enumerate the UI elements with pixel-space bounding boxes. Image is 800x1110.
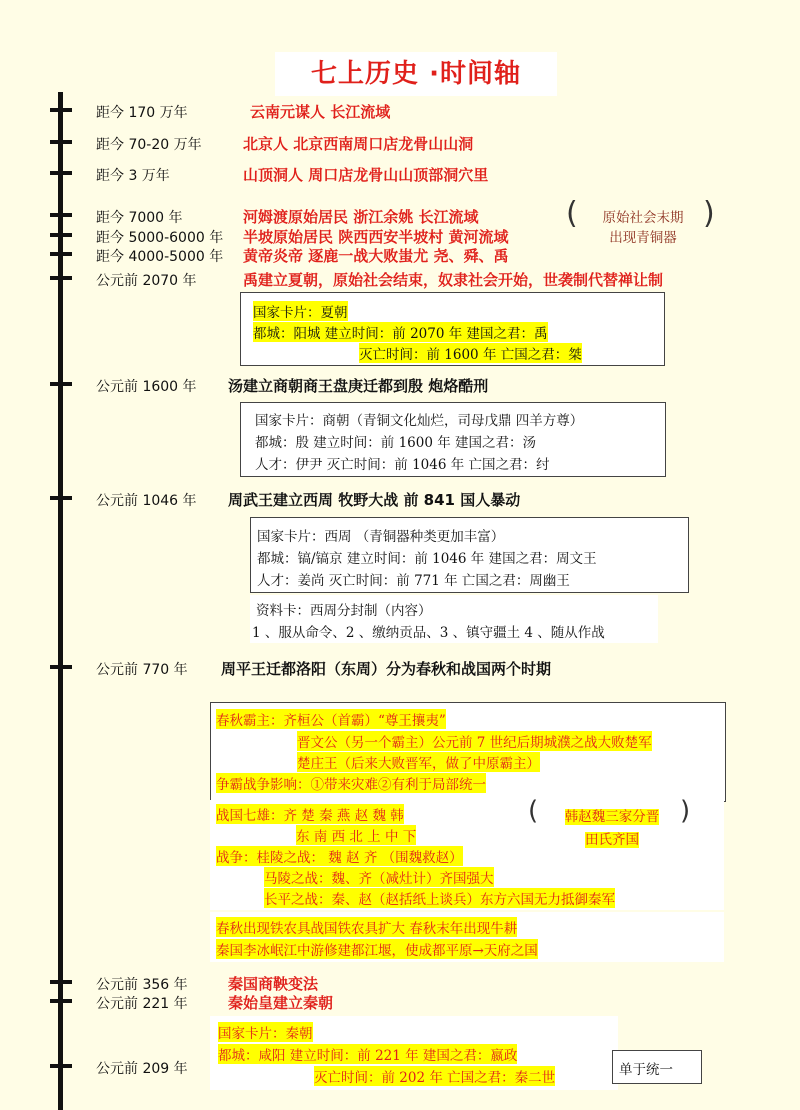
card-line: 春秋出现铁农具战国铁农具扩大 春秋末年出现牛耕 xyxy=(216,917,517,937)
card-line: 1 、服从命令、2 、缴纳贡品、3 、镇守疆土 4 、随从作战 xyxy=(252,625,605,641)
timeline-event: 半坡原始居民 陕西西安半坡村 黄河流域 xyxy=(243,228,509,246)
card-line: 都城：咸阳 建立时间：前 221 年 建国之君：嬴政 xyxy=(218,1044,517,1064)
timeline-date: 距今 5000-6000 年 xyxy=(96,230,224,246)
timeline-date: 公元前 1046 年 xyxy=(96,493,197,509)
card-line: 国家卡片：秦朝 xyxy=(218,1022,313,1042)
timeline-date: 公元前 1600 年 xyxy=(96,379,197,395)
timeline-event: 周武王建立西周 牧野大战 前 841 国人暴动 xyxy=(228,491,521,509)
card-line: 人才：姜尚 灭亡时间：前 771 年 亡国之君：周幽王 xyxy=(257,573,570,589)
timeline-date: 距今 170 万年 xyxy=(96,105,188,121)
bracket-left: ( xyxy=(566,196,578,231)
card-line: 灭亡时间：前 1600 年 亡国之君：桀 xyxy=(359,343,582,363)
timeline-tick xyxy=(50,171,72,175)
timeline-tick xyxy=(50,108,72,112)
card-line: 都城：阳城 建立时间：前 2070 年 建国之君：禹 xyxy=(253,322,548,342)
timeline-date: 公元前 770 年 xyxy=(96,662,188,678)
timeline-date: 距今 70-20 万年 xyxy=(96,137,202,153)
card-line: 资料卡：西周分封制（内容） xyxy=(256,603,432,619)
timeline-tick xyxy=(50,999,72,1003)
timeline-event: 北京人 北京西南周口店龙骨山山洞 xyxy=(243,135,474,153)
zhou-card xyxy=(250,517,689,593)
bracket-left: ( xyxy=(528,796,539,826)
chunqiu-card xyxy=(210,702,726,802)
timeline-date: 公元前 221 年 xyxy=(96,996,188,1012)
shang-card xyxy=(240,402,666,477)
card-line: 国家卡片：商朝（青铜文化灿烂，司母戊鼎 四羊方尊） xyxy=(255,413,584,429)
title-box xyxy=(275,52,557,96)
timeline-date: 公元前 209 年 xyxy=(96,1061,188,1077)
card-line: 战国七雄：齐 楚 秦 燕 赵 魏 韩 xyxy=(216,804,404,824)
card-line: 人才：伊尹 灭亡时间：前 1046 年 亡国之君：纣 xyxy=(255,457,550,473)
card-line: 争霸战争影响：①带来灾难②有利于局部统一 xyxy=(216,773,486,793)
timeline-tick xyxy=(50,1064,72,1068)
timeline-event: 山顶洞人 周口店龙骨山山顶部洞穴里 xyxy=(243,166,489,184)
card-line: 战争：桂陵之战： 魏 赵 齐 （围魏救赵） xyxy=(216,846,463,866)
timeline-event: 汤建立商朝商王盘庚迁都到殷 炮烙酷刑 xyxy=(228,377,489,395)
card-line: 东 南 西 北 上 中 下 xyxy=(296,825,416,845)
timeline-event: 秦国商鞅变法 xyxy=(228,975,319,993)
timeline-tick xyxy=(50,140,72,144)
timeline-tick xyxy=(50,665,72,669)
card-line: 楚庄王（后来大败晋军，做了中原霸主） xyxy=(297,752,540,772)
timeline-event: 河姆渡原始居民 浙江余姚 长江流域 xyxy=(243,208,479,226)
timeline-date: 公元前 356 年 xyxy=(96,977,188,993)
xia-card xyxy=(240,292,665,366)
timeline-tick xyxy=(50,213,72,217)
qin-side-text: 单于统一 xyxy=(619,1062,673,1078)
timeline-event: 周平王迁都洛阳（东周）分为春秋和战国两个时期 xyxy=(221,660,552,678)
card-line: 国家卡片：西周 （青铜器种类更加丰富） xyxy=(257,529,505,545)
timeline-date: 距今 3 万年 xyxy=(96,168,170,184)
timeline-tick xyxy=(50,496,72,500)
side-note-line: 原始社会末期 xyxy=(602,210,684,226)
card-line: 灭亡时间：前 202 年 亡国之君：秦二世 xyxy=(314,1066,555,1086)
zhanguo-note xyxy=(545,805,679,851)
card-line: 马陵之战：魏、齐（减灶计）齐国强大 xyxy=(264,867,494,887)
card-line: 秦国李冰岷江中游修建都江堰，使成都平原→天府之国 xyxy=(216,939,538,959)
card-line: 春秋霸主：齐桓公（首霸）“尊王攘夷” xyxy=(216,709,446,729)
bracket-right: ) xyxy=(703,196,715,231)
timeline-event: 黄帝炎帝 逐鹿一战大败蚩尤 尧、舜、禹 xyxy=(243,247,509,265)
timeline-event: 秦始皇建立秦朝 xyxy=(228,994,334,1012)
timeline-tick xyxy=(50,233,72,237)
bracket-right: ) xyxy=(680,796,691,826)
timeline-axis xyxy=(58,92,63,1110)
note-line: 田氏齐国 xyxy=(585,832,639,848)
qin-card xyxy=(210,1016,618,1090)
qin-side-box xyxy=(612,1050,702,1084)
card-line: 都城：镐/镐京 建立时间：前 1046 年 建国之君：周文王 xyxy=(257,551,597,567)
timeline-date: 距今 4000-5000 年 xyxy=(96,249,224,265)
note-line: 韩赵魏三家分晋 xyxy=(564,809,660,825)
card-line: 晋文公（另一个霸主）公元前 7 世纪后期城濮之战大败楚军 xyxy=(297,731,652,751)
timeline-date: 距今 7000 年 xyxy=(96,210,183,226)
timeline-tick xyxy=(50,252,72,256)
page-title: 七上历史 ·时间轴 xyxy=(311,59,521,89)
timeline-tick xyxy=(50,276,72,280)
timeline-tick xyxy=(50,980,72,984)
card-line: 长平之战：秦、赵（赵括纸上谈兵）东方六国无力抵御秦军 xyxy=(264,888,615,908)
card-line: 都城：殷 建立时间：前 1600 年 建国之君：汤 xyxy=(255,435,537,451)
iron-card xyxy=(210,912,724,962)
fengjian-card xyxy=(250,595,658,643)
timeline-date: 公元前 2070 年 xyxy=(96,273,197,289)
side-note xyxy=(582,208,704,248)
timeline-tick xyxy=(50,382,72,386)
timeline-event: 禹建立夏朝，原始社会结束，奴隶社会开始，世袭制代替禅让制 xyxy=(243,271,664,289)
card-line: 国家卡片：夏朝 xyxy=(253,301,348,321)
side-note-line: 出现青铜器 xyxy=(609,230,677,246)
timeline-event: 云南元谋人 长江流域 xyxy=(250,103,391,121)
